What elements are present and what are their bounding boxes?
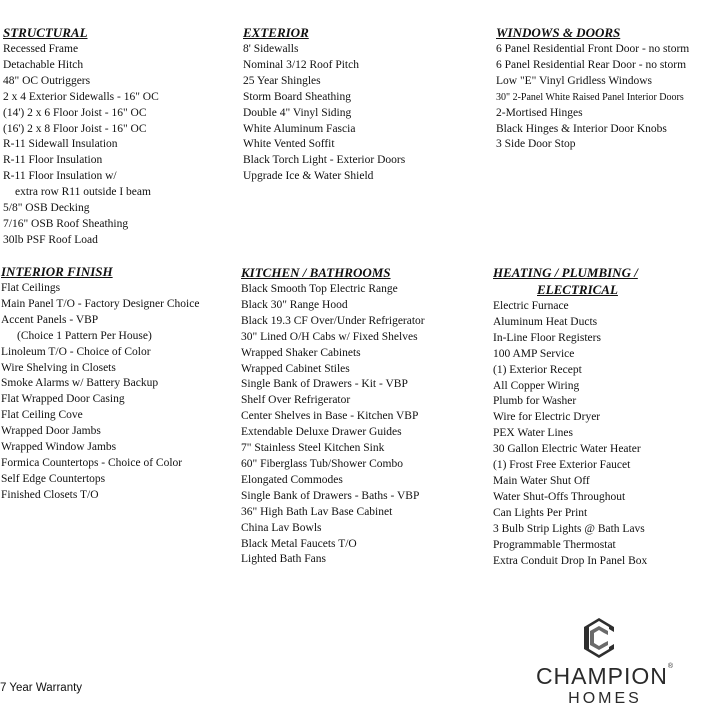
list-item: 30 Gallon Electric Water Heater [493,443,641,456]
list-item: White Vented Soffit [243,138,335,151]
list-item: Electric Furnace [493,300,569,312]
list-item: (14') 2 x 6 Floor Joist - 16" OC [3,106,147,119]
list-item: 2-Mortised Hinges [496,106,583,119]
interior-finish-list [1,281,236,504]
list-item: Single Bank of Drawers - Baths - VBP [241,489,420,502]
list-item: (16') 2 x 8 Floor Joist - 16" OC [3,122,147,135]
list-item: Main Water Shut Off [493,474,590,487]
list-item: 3 Side Door Stop [496,138,576,151]
list-item: Plumb for Washer [493,395,577,408]
list-item: (1) Exterior Recept [493,363,582,376]
electrical-heading: ELECTRICAL [537,282,618,297]
list-item: Black 19.3 CF Over/Under Refrigerator [241,314,425,327]
list-item: Wrapped Door Jambs [1,425,101,438]
list-item: Aluminum Heat Ducts [493,315,598,328]
list-item: Recessed Frame [3,43,79,55]
list-item: (1) Frost Free Exterior Faucet [493,459,631,472]
exterior-list [243,42,483,185]
list-item: Flat Ceilings [1,282,61,294]
kitchen-bathrooms-section [241,265,486,568]
list-item: R-11 Floor Insulation w/ [3,170,117,183]
list-item: White Aluminum Fascia [243,122,356,135]
windows-doors-section [496,25,711,153]
list-item: 7" Stainless Steel Kitchen Sink [241,442,385,455]
list-item: 5/8" OSB Decking [3,202,90,215]
list-item: Extra Conduit Drop In Panel Box [493,554,648,567]
list-item: 8' Sidewalls [243,43,299,55]
list-item: Water Shut-Offs Throughout [493,490,626,503]
list-item: All Copper Wiring [493,379,580,392]
list-item: 2 x 4 Exterior Sidewalls - 16" OC [3,90,159,103]
list-item: Single Bank of Drawers - Kit - VBP [241,378,408,391]
list-item: PEX Water Lines [493,427,573,440]
structural-heading: STRUCTURAL [3,25,88,40]
list-item: R-11 Sidewall Insulation [3,138,118,151]
list-item: Black Smooth Top Electric Range [241,283,398,295]
champion-homes-logo [520,616,690,716]
list-item: R-11 Floor Insulation [3,154,103,167]
list-item: Can Lights Per Print [493,506,588,519]
list-item: Wire for Electric Dryer [493,411,601,424]
list-item: Linoleum T/O - Choice of Color [1,345,151,358]
heating-plumbing-list [493,299,711,569]
list-item: 6 Panel Residential Front Door - no storm [496,43,690,55]
logo-subtitle: HOMES [568,690,642,707]
list-item: 3 Bulb Strip Lights @ Bath Lavs [493,522,645,535]
list-item: 30" Lined O/H Cabs w/ Fixed Shelves [241,330,418,343]
list-item: Accent Panels - VBP [1,313,99,326]
exterior-heading: EXTERIOR [243,25,309,40]
list-item: Black Metal Faucets T/O [241,537,357,550]
list-item: Finished Closets T/O [1,488,99,501]
interior-finish-section [1,264,236,504]
champion-c-logo-icon [582,616,616,660]
list-item: Black 30" Range Hood [241,298,348,311]
list-item: In-Line Floor Registers [493,331,601,344]
list-item: Shelf Over Refrigerator [241,394,351,407]
warranty-note: 7 Year Warranty [0,682,83,694]
list-item: 48" OC Outriggers [3,74,91,87]
kitchen-bathrooms-heading: KITCHEN / BATHROOMS [241,265,391,280]
list-item: (Choice 1 Pattern Per House) [17,329,152,342]
list-item: 7/16" OSB Roof Sheathing [3,217,129,230]
list-item: Main Panel T/O - Factory Designer Choice [1,297,200,310]
list-item: 30" 2-Panel White Raised Panel Interior Doors [496,91,684,103]
list-item: Storm Board Sheathing [243,90,351,103]
list-item: Programmable Thermostat [493,538,616,551]
list-item: Upgrade Ice & Water Shield [243,170,374,183]
list-item: Center Shelves in Base - Kitchen VBP [241,410,419,423]
list-item: China Lav Bowls [241,521,322,534]
list-item: Wrapped Window Jambs [1,441,117,454]
list-item: Extendable Deluxe Drawer Guides [241,426,402,439]
list-item: 100 AMP Service [493,347,575,360]
list-item: Nominal 3/12 Roof Pitch [243,58,359,71]
list-item: 25 Year Shingles [243,74,321,87]
list-item: Elongated Commodes [241,473,343,486]
kitchen-bathrooms-list [241,282,486,568]
list-item: Lighted Bath Fans [241,553,326,566]
list-item: Double 4" Vinyl Siding [243,106,352,119]
exterior-section [243,25,483,185]
list-item: Detachable Hitch [3,58,84,71]
structural-section [3,25,233,249]
list-item: Wrapped Shaker Cabinets [241,346,361,359]
list-item: extra row R11 outside I beam [15,186,151,199]
logo-wordmark: CHAMPION® [535,663,675,689]
structural-list [3,42,233,249]
windows-doors-list [496,42,711,153]
windows-doors-heading: WINDOWS & DOORS [496,25,621,40]
list-item: Black Torch Light - Exterior Doors [243,154,406,167]
list-item: Flat Ceiling Cove [1,409,83,422]
list-item: 6 Panel Residential Rear Door - no storm [496,58,687,71]
list-item: Flat Wrapped Door Casing [1,393,125,406]
registered-mark: ® [667,663,675,670]
heating-plumbing-heading: HEATING / PLUMBING / [493,265,638,280]
interior-finish-heading: INTERIOR FINISH [1,264,113,279]
list-item: Low "E" Vinyl Gridless Windows [496,74,653,87]
list-item: Smoke Alarms w/ Battery Backup [1,377,159,390]
list-item: Black Hinges & Interior Door Knobs [496,122,667,135]
list-item: 60" Fiberglass Tub/Shower Combo [241,457,403,470]
list-item: 30lb PSF Roof Load [3,233,98,246]
heating-plumbing-section [493,265,711,569]
list-item: Wire Shelving in Closets [1,361,116,374]
list-item: Formica Countertops - Choice of Color [1,456,183,469]
list-item: Self Edge Countertops [1,472,106,485]
list-item: Wrapped Cabinet Stiles [241,362,350,375]
list-item: 36" High Bath Lav Base Cabinet [241,505,393,518]
